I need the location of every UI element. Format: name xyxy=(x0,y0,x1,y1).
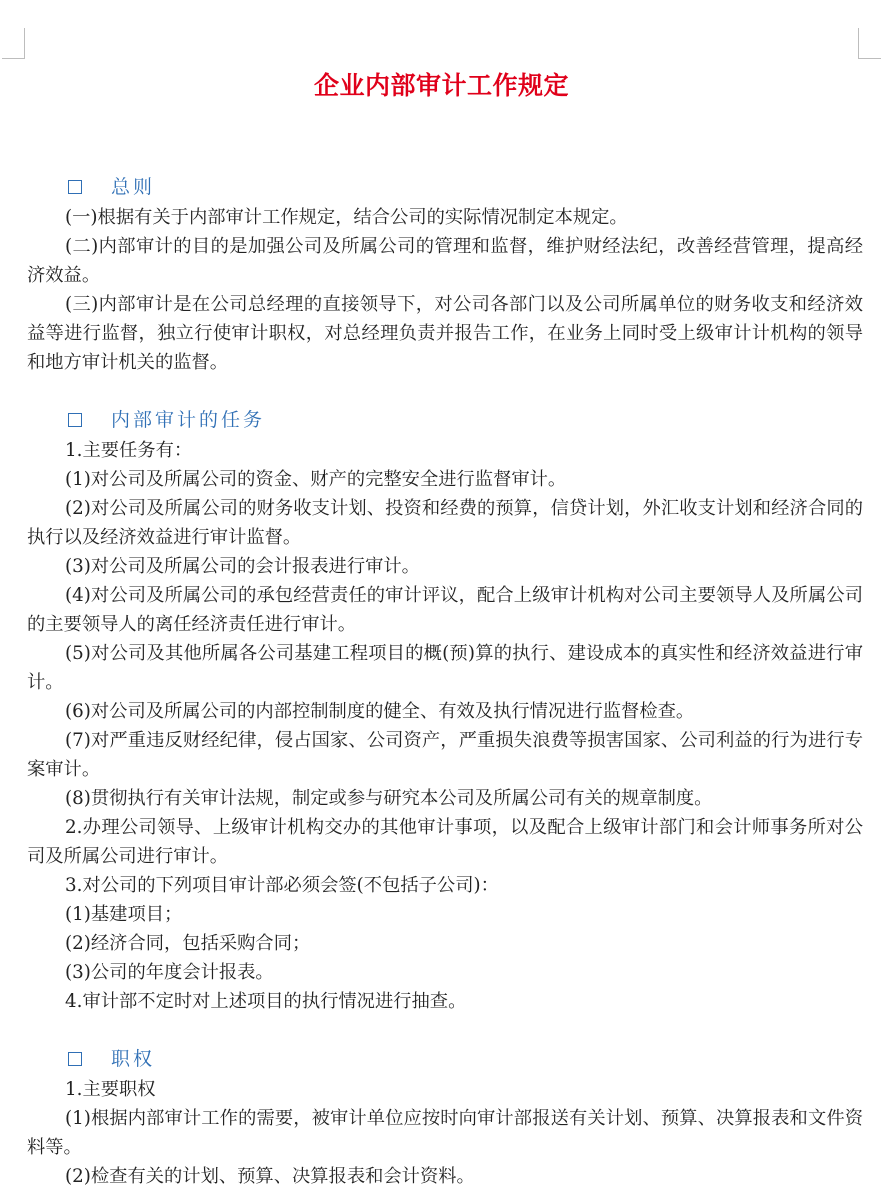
document-title: 企业内部审计工作规定 xyxy=(313,71,569,100)
paragraph: (8)贯彻执行有关审计法规，制定或参与研究本公司及所属公司有关的规章制度。 xyxy=(65,788,713,809)
paragraph: 1.主要任务有： xyxy=(65,440,193,461)
paragraph: (2)检查有关的计划、预算、决算报表和会计资料。 xyxy=(65,1166,475,1187)
paragraph: (4)对公司及所属公司的承包经营责任的审计评议，配合上级审计机构对公司主要领导人及所属公司的主要领导人的离任经济责任进行审计。 xyxy=(27,585,863,635)
section-heading-authority: 职权 xyxy=(27,1044,863,1075)
section-heading-tasks: 内部审计的任务 xyxy=(27,405,863,436)
paragraph: (6)对公司及所属公司的内部控制制度的健全、有效及执行情况进行监督检查。 xyxy=(65,701,695,722)
paragraph: (5)对公司及其他所属各公司基建工程项目的概(预)算的执行、建设成本的真实性和经济效益进行审计。 xyxy=(27,643,863,693)
checkbox-icon xyxy=(68,180,82,194)
paragraph: (2)对公司及所属公司的财务收支计划、投资和经费的预算，信贷计划，外汇收支计划和经济合同的执行以及经济效益进行审计监督。 xyxy=(27,498,863,548)
paragraph: (一)根据有关于内部审计工作规定，结合公司的实际情况制定本规定。 xyxy=(65,207,628,228)
checkbox-icon xyxy=(68,1052,82,1066)
paragraph: 4.审计部不定时对上述项目的执行情况进行抽查。 xyxy=(65,991,467,1012)
paragraph: 2.办理公司领导、上级审计机构交办的其他审计事项，以及配合上级审计部门和会计师事务所对公司及所属公司进行审计。 xyxy=(27,817,863,867)
paragraph: (3)对公司及所属公司的会计报表进行审计。 xyxy=(65,556,420,577)
paragraph: (3)公司的年度会计报表。 xyxy=(65,962,274,983)
paragraph: (2)经济合同，包括采购合同； xyxy=(65,933,311,954)
page-corner-mark-right xyxy=(858,28,881,59)
paragraph: (1)基建项目； xyxy=(65,904,183,925)
paragraph: (二)内部审计的目的是加强公司及所属公司的管理和监督，维护财经法纪，改善经营管理，提高经济效益。 xyxy=(27,236,863,286)
document-body xyxy=(27,172,863,1191)
paragraph: (1)对公司及所属公司的资金、财产的完整安全进行监督审计。 xyxy=(65,469,567,490)
paragraph: (7)对严重违反财经纪律，侵占国家、公司资产，严重损失浪费等损害国家、公司利益的行为进行专案审计。 xyxy=(27,730,863,780)
paragraph: 3.对公司的下列项目审计部必须会签(不包括子公司)： xyxy=(65,875,499,896)
paragraph: (1)根据内部审计工作的需要，被审计单位应按时向审计部报送有关计划、预算、决算报表和文件资料等。 xyxy=(27,1108,863,1158)
paragraph: (三)内部审计是在公司总经理的直接领导下，对公司各部门以及公司所属单位的财务收支和经济效益等进行监督，独立行使审计职权，对总经理负责并报告工作，在业务上同时受上级审计计机构的领导和地方审计机关的监督。 xyxy=(27,294,863,373)
checkbox-icon xyxy=(68,413,82,427)
page-corner-mark-left xyxy=(2,28,25,59)
paragraph: 1.主要职权 xyxy=(65,1079,156,1100)
section-heading-general: 总则 xyxy=(27,172,863,203)
